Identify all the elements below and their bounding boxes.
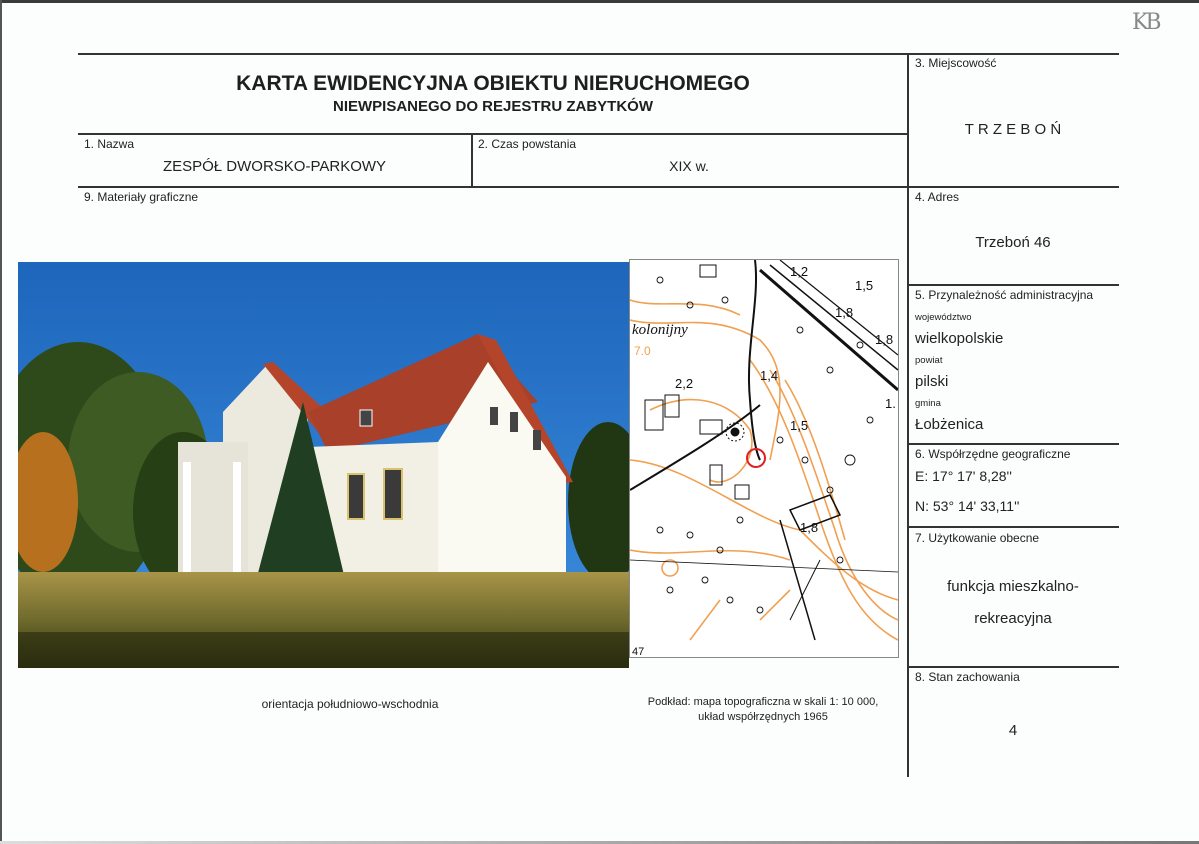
rule-title-bottom	[78, 133, 908, 135]
svg-text:1,8: 1,8	[835, 305, 854, 320]
scan-edge-top	[0, 0, 1199, 3]
coords-east: E: 17° 17' 8,28''	[915, 468, 1012, 484]
rule-address-bottom	[907, 284, 1119, 286]
svg-text:1,4: 1,4	[760, 368, 779, 383]
date-value: XIX w.	[669, 158, 709, 174]
rule-top	[78, 53, 1119, 55]
topographic-map	[629, 259, 899, 658]
svg-text:1,8: 1,8	[800, 520, 819, 535]
svg-text:1.: 1.	[885, 396, 896, 411]
usage-line1: funkcja mieszkalno-	[947, 578, 1079, 595]
manor-house-image	[18, 262, 629, 668]
voivodeship-label: województwo	[915, 312, 972, 323]
page-subtitle: NIEWPISANEGO DO REJESTRU ZABYTKÓW	[332, 98, 654, 115]
address-label: 4. Adres	[915, 190, 960, 204]
svg-text:1,5: 1,5	[855, 278, 874, 293]
svg-text:2,2: 2,2	[675, 376, 694, 391]
commune-label: gmina	[915, 398, 941, 409]
rule-admin-bottom	[907, 443, 1119, 445]
svg-text:kolonijny: kolonijny	[632, 322, 688, 338]
svg-text:7.0: 7.0	[634, 344, 651, 358]
voivodeship-value: wielkopolskie	[915, 330, 1004, 347]
topographic-map-image	[630, 260, 898, 657]
condition-label: 8. Stan zachowania	[915, 670, 1020, 684]
map-caption-line1: Podkład: mapa topograficzna w skali 1: 10 000,	[647, 696, 879, 708]
svg-text:1,2: 1,2	[790, 264, 809, 279]
photo-caption: orientacja południowo-wschodnia	[261, 697, 439, 711]
svg-text:1,8: 1,8	[875, 332, 894, 347]
svg-text:1,5: 1,5	[790, 418, 809, 433]
address-value: Trzeboń 46	[975, 234, 1051, 251]
usage-label: 7. Użytkowanie obecne	[915, 531, 1040, 545]
county-label: powiat	[915, 355, 943, 366]
condition-value: 4	[1008, 722, 1018, 739]
manor-photo	[18, 262, 629, 668]
rule-usage-bottom	[907, 666, 1119, 668]
locality-label: 3. Miejscowość	[915, 56, 997, 70]
rule-coords-bottom	[907, 526, 1119, 528]
svg-text:47: 47	[632, 646, 645, 657]
coords-label: 6. Współrzędne geograficzne	[915, 447, 1071, 461]
usage-line2: rekreacyjna	[974, 610, 1052, 627]
map-caption-line2: układ współrzędnych 1965	[698, 711, 828, 723]
name-label: 1. Nazwa	[84, 137, 135, 151]
county-value: pilski	[915, 373, 949, 390]
date-label: 2. Czas powstania	[478, 137, 577, 151]
admin-label: 5. Przynależność administracyjna	[915, 288, 1094, 302]
commune-value: Łobżenica	[915, 416, 984, 433]
graphics-label: 9. Materiały graficzne	[84, 190, 199, 204]
scan-edge-left	[0, 0, 2, 844]
coords-north: N: 53° 14' 33,11''	[915, 498, 1020, 514]
locality-value: T R Z E B O Ń	[964, 121, 1062, 138]
name-value: ZESPÓŁ DWORSKO-PARKOWY	[162, 158, 387, 175]
initials-mark: KB	[1132, 10, 1159, 35]
page-title: KARTA EWIDENCYJNA OBIEKTU NIERUCHOMEGO	[236, 72, 750, 95]
rule-right-column	[907, 53, 909, 777]
rule-row1-bottom	[78, 186, 1119, 188]
